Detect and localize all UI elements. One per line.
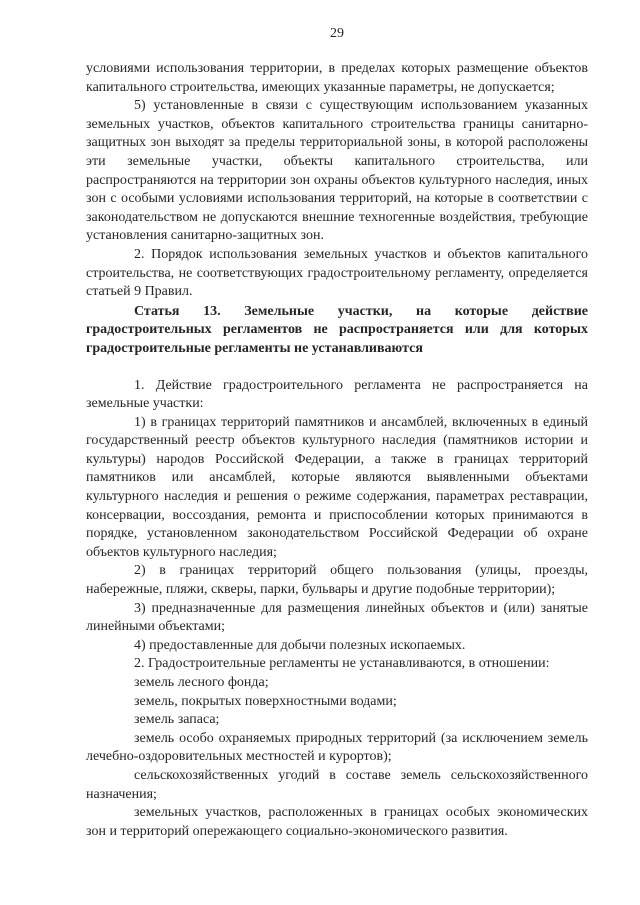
article-13-heading: Статья 13. Земельные участки, на которые действие градостроительных регламентов не распространяется или для которых градостроительные регламенты не устанавливаются xyxy=(86,303,588,356)
article-paragraph: 2. Градостроительные регламенты не устанавливаются, в отношении: xyxy=(134,656,550,672)
paragraph-clause-2: 2. Порядок использования земельных участков и объектов капитального строительства, не соответствующих градостроительному регламенту, определяется статьей 9 Правил. xyxy=(86,246,588,300)
article-paragraph: земель запаса; xyxy=(134,712,220,728)
page-number: 29 xyxy=(330,26,344,41)
article-paragraph: земель особо охраняемых природных территорий (за исключением земель лечебно-оздоровительных местностей и курортов); xyxy=(86,730,588,765)
article-paragraph: 1) в границах территорий памятников и ансамблей, включенных в единый государственный реестр объектов культурного наследия (памятников истории и культуры) народов Российской Федерации, а также в границах территорий памятников или ансамблей, которые являются выявленными объектами культурного наследия и решения о режиме содержания, параметрах реставрации, консервации, воссоздания, ремонта и приспособлении которых принимаются в порядке, установленном законодательством Российской Федерации об охране объектов культурного наследия; xyxy=(86,414,588,560)
article-paragraph: земель, покрытых поверхностными водами; xyxy=(134,693,397,709)
article-paragraph: земель лесного фонда; xyxy=(134,675,269,690)
article-paragraph: 4) предоставленные для добычи полезных ископаемых. xyxy=(134,637,466,653)
article-paragraph: сельскохозяйственных угодий в составе земель сельскохозяйственного назначения; xyxy=(86,767,588,802)
article-paragraph: 2) в границах территорий общего пользования (улицы, проезды, набережные, пляжи, скверы, парки, бульвары и другие подобные территории); xyxy=(86,563,588,598)
article-paragraph: 3) предназначенные для размещения линейных объектов и (или) занятые линейными объектами; xyxy=(86,600,588,635)
article-paragraph: земельных участков, расположенных в границах особых экономических зон и территорий опережающего социально-экономического развития. xyxy=(86,805,588,839)
paragraph-continuation: условиями использования территории, в пределах которых размещение объектов капитального строительства, имеющих указанные параметры, не допускается; xyxy=(86,61,588,95)
paragraph-item-5: 5) установленные в связи с существующим использованием указанных земельных участков, объектов капитального строительства границы санитарно-защитных зон выходят за пределы территориальной зоны, в которой расположены эти земельные участки, объекты капитального строительства, или распространяются на территории зон охраны объектов культурного наследия, иных зон с особыми условиями использования территорий, на которые в соответствии с законодательством не допускаются внешние техногенные воздействия, требующие установления санитарно-защитных зон. xyxy=(86,98,588,244)
article-paragraph: 1. Действие градостроительного регламента не распространяется на земельные участки: xyxy=(86,377,588,412)
spacer xyxy=(86,359,588,377)
